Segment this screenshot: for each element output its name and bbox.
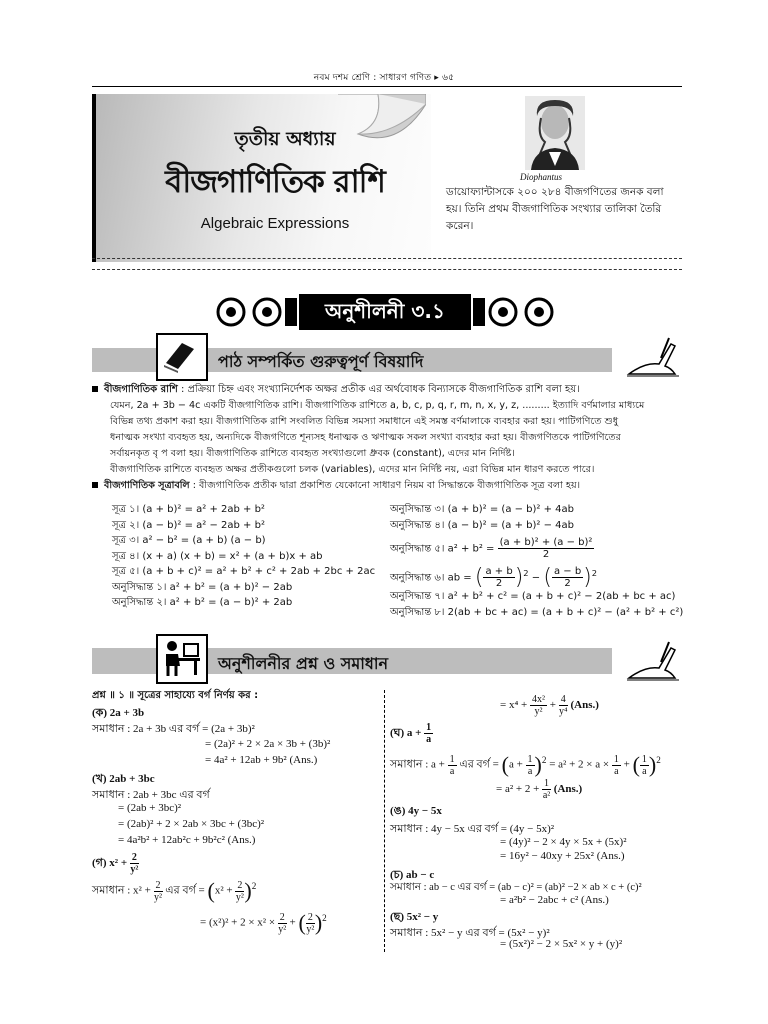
- formula-list-right: [390, 502, 683, 620]
- def-line: বীজগাণিতিক রাশিতে ব্যবহৃত অক্ষর প্রতীকগুলো চলক (variables), এদের মান নির্দিষ্ট নয়, এরা বিভিন্ন মান ধারণ করতে পারে।: [110, 464, 595, 475]
- column-divider: [384, 690, 385, 952]
- fraction-denominator: 2: [542, 549, 550, 560]
- solution-line: সমাধান : 2a + 3b এর বর্গ = (2a + 3b)²: [92, 723, 255, 735]
- fraction-denominator: 2: [495, 578, 503, 589]
- corollary-8: অনুসিদ্ধান্ত ৮। 2(ab + bc + ac) = (a + b + c)² − (a² + b² + c²): [390, 606, 684, 618]
- formula-item: সূত্র ২। (a − b)² = a² − 2ab + b²: [112, 519, 265, 531]
- solution-text: = x⁴ +: [500, 699, 528, 712]
- def-line: যেমন, 2a + 3b − 4c একটি বীজগাণিতিক রাশি। বীজগাণিতিক রাশিতে a, b, c, p, q, r, m, n, x, y, z, ......... ইত্যাদি বর্ণমালার মাধ্যমে: [110, 400, 645, 411]
- corollary-6-fraction-1: [483, 566, 514, 589]
- solution-line: সমাধান : 5x² − y এর বর্গ = (5x² − y)²: [390, 927, 550, 939]
- fraction: [235, 880, 244, 903]
- corollary-5-label: অনুসিদ্ধান্ত ৫। a² + b² =: [390, 543, 495, 555]
- formula-item: সূত্র ৪। (x + a) (x + b) = x² + (a + b)x + ab: [112, 550, 323, 562]
- fraction-numerator: (a + b)² + (a − b)²: [499, 537, 593, 548]
- fraction-denominator: y²: [154, 891, 163, 903]
- fraction-denominator: 2: [564, 578, 571, 589]
- fraction: [278, 912, 287, 935]
- solution-line: = 4a² + 12ab + 9b² (Ans.): [205, 754, 318, 766]
- fraction-numerator: a + b: [485, 566, 513, 577]
- question-1: প্রশ্ন ॥ ১ ॥ সূত্রের সাহায্যে বর্গ নির্ণয় কর :: [92, 690, 259, 701]
- formula-item: সূত্র ৩। a² − b² = (a + b) (a − b): [112, 535, 266, 546]
- part-ga-solution: সমাধান : x² + $\frac{2}{\text{y²}}$ এর বর্গ = (x² + $\frac{2}{\text{y²}}$ )$^2$: [92, 878, 257, 903]
- chapter-title: বীজগাণিতিক রাশি: [165, 164, 385, 200]
- fraction-numerator: 2: [279, 911, 285, 923]
- fraction-numerator: a − b: [553, 566, 582, 577]
- writing-hand-icon: [625, 334, 680, 378]
- term-algebraic-expression: বীজগাণিতিক রাশি: [104, 384, 178, 395]
- corollary-5-fraction: [498, 537, 595, 560]
- solution-line: সমাধান : ab − c এর বর্গ = (ab − c)² = (ab)² −2 × ab × c + (c)²: [390, 882, 642, 893]
- corollary-5: [390, 537, 683, 560]
- part-chha: (ছ) 5x² − y: [390, 911, 439, 923]
- solution-text: এর বর্গ =: [165, 884, 205, 897]
- fraction: [640, 754, 649, 777]
- part-ka: (ক) 2a + 3b: [92, 707, 145, 719]
- answer-tag: (Ans.): [570, 699, 599, 712]
- fraction-denominator: y²: [130, 864, 139, 875]
- solution-text: = a² + 2 × a ×: [549, 758, 610, 771]
- solution-line: = (5x²)² − 2 × 5x² × y + (y)²: [500, 938, 623, 950]
- solution-text: এর বর্গ: [459, 758, 490, 771]
- portrait-caption: Diophantus: [520, 172, 563, 182]
- term-algebraic-formulas: বীজগাণিতিক সূত্রাবলি: [104, 480, 190, 491]
- solution-text: = (x²)² + 2 × x² ×: [200, 916, 276, 929]
- part-uma: (ঙ) 4y − 5x: [390, 805, 442, 817]
- corollary-6: অনুসিদ্ধান্ত ৬। ab = ( $\frac{a + b}{2}$ )$^2$ − ( $\frac{a - b}{2}$ )$^2$: [390, 564, 598, 590]
- fraction-numerator: 2: [307, 911, 313, 923]
- part-ga-label: (গ) x² +: [92, 857, 128, 870]
- dashed-divider: [92, 258, 682, 270]
- def-line: সর্বায়নকৃত বৃ প বলা হয়। বীজগাণিতিক রাশিতে ব্যবহৃত সংখ্যাগুলো ধ্রুবক (constant), এদের মান নির্দিষ্ট।: [110, 448, 515, 459]
- chapter-english-title: Algebraic Expressions: [200, 215, 350, 232]
- solution-line: সমাধান : 2ab + 3bc এর বর্গ: [92, 789, 210, 801]
- fraction-numerator: 1: [449, 753, 455, 765]
- fraction-numerator: 2: [155, 879, 161, 891]
- diophantus-portrait: [525, 96, 585, 170]
- fraction-numerator: 1: [426, 722, 432, 733]
- formula-item: অনুসিদ্ধান্ত ১। a² + b² = (a + b)² − 2ab: [112, 581, 293, 593]
- fraction-numerator: 1: [613, 753, 619, 765]
- solution-line: = (2ab + 3bc)²: [118, 802, 182, 814]
- fraction: [526, 754, 535, 777]
- writing-hand-icon: [625, 638, 680, 682]
- definition-algebraic-expression: [92, 382, 682, 494]
- def-line: ধনাত্মক সংখ্যা ব্যবহৃত হয়, অন্যদিকে বীজগণিতে শূন্যসহ ধনাত্মক ও ঋণাত্মক সকল সংখ্যা ব্যবহার করা হয়। বীজগণিতকে পাটিগণিতের: [110, 432, 621, 443]
- answer-tag: (Ans.): [553, 783, 583, 796]
- fraction: [448, 754, 457, 777]
- fraction: [612, 754, 621, 777]
- solution-line: সমাধান : 4y − 5x এর বর্গ = (4y − 5x)²: [390, 823, 555, 835]
- corollary-6-label: অনুসিদ্ধান্ত ৬। ab =: [390, 572, 472, 584]
- student-at-desk-icon: [156, 634, 208, 684]
- def-formula-text: : বীজগাণিতিক প্রতীক দ্বারা প্রকাশিত যেকোনো সাধারণ নিয়ম বা সিদ্ধান্তকে বীজগাণিতিক সূত্র বলা হয়।: [192, 480, 581, 491]
- part-cha: (চ) ab − c: [390, 869, 435, 881]
- fraction: [154, 880, 163, 903]
- solution-label: সমাধান : a +: [390, 758, 445, 771]
- part-ga-fraction: [130, 852, 139, 875]
- fraction-numerator: 1: [527, 753, 533, 765]
- part-gha-result: [496, 778, 582, 801]
- formula-list-left: [112, 502, 375, 611]
- fraction-numerator: 1: [544, 778, 550, 789]
- fraction-denominator: a: [426, 734, 432, 745]
- section1-title: পাঠ সম্পর্কিত গুরুত্বপূর্ণ বিষয়াদি: [218, 352, 424, 371]
- part-ga-line2: = (x²)² + 2 × x² × $\frac{2}{\text{y²}}$ + ( $\frac{2}{\text{y²}}$ )$^2$: [200, 910, 327, 935]
- fraction-denominator: a: [642, 765, 647, 777]
- diophantus-bio: ডায়োফ্যান্টাসকে ২০০ ২৮৪ বীজগণিতের জনক বলা হয়। তিনি প্রথম বীজগাণিতিক সংখ্যার তালিকা তৈরি করেন।: [446, 186, 664, 232]
- fraction-denominator: y²: [306, 923, 315, 935]
- corollary-7: অনুসিদ্ধান্ত ৭। a² + b² + c² = (a + b + c)² − 2(ab + bc + ac): [390, 591, 676, 602]
- formula-item: অনুসিদ্ধান্ত ২। a² + b² = (a − b)² + 2ab: [112, 597, 293, 608]
- fraction: [542, 778, 551, 801]
- part-gha: [390, 722, 433, 745]
- solution-line: = (2a)² + 2 × 2a × 3b + (3b)²: [205, 738, 331, 750]
- solution-line: = a²b² − 2abc + c² (Ans.): [500, 894, 609, 906]
- part-kha: (খ) 2ab + 3bc: [92, 773, 155, 785]
- solution-line: = (2ab)² + 2 × 2ab × 3bc + (3bc)²: [118, 818, 265, 830]
- fraction-denominator: a: [527, 765, 533, 777]
- fraction-numerator: 2: [131, 852, 137, 863]
- fraction-denominator: y²: [278, 923, 287, 935]
- solution-text: = a² + 2 +: [496, 783, 540, 796]
- fraction-denominator: y⁴: [558, 706, 568, 717]
- fraction-numerator: 4x²: [532, 694, 545, 705]
- fraction: [306, 912, 315, 935]
- corollary-3: অনুসিদ্ধান্ত ৩। (a + b)² = (a − b)² + 4ab: [390, 504, 575, 515]
- part-gha-solution: সমাধান : a + $\frac{1}{a}$ এর বর্গ = (a + $\frac{1}{a}$ )$^2$ = a² + 2 × a × $\frac{1}{a}$ + ( $\frac{1}{a}$ )$^2$: [390, 752, 661, 777]
- part-ga: [92, 852, 139, 875]
- def-line: বিভিন্ন তথ্য প্রকাশ করা হয়। বীজগাণিতিক রাশি সংবলিত বিভিন্ন সমস্যা সমাধানে এই সমস্ত বর্ণমালাকে ব্যবহার করা হয়। পাটিগণিতে শুধু: [110, 416, 619, 427]
- chapter-number: তৃতীয় অধ্যায়: [234, 128, 336, 150]
- fraction-denominator: a: [614, 765, 619, 777]
- fraction: [424, 722, 433, 745]
- fraction-denominator: y²: [534, 706, 543, 717]
- header-rule: [92, 86, 682, 87]
- running-head: নবম দশম শ্রেণি : সাধারণ গণিত ▸ ৬৫: [313, 73, 455, 83]
- solution-label: সমাধান : x² +: [92, 884, 151, 897]
- fraction-denominator: a²: [542, 790, 551, 801]
- def-line: : প্রক্রিয়া চিহ্ন এবং সংখ্যানির্দেশক অক্ষর প্রতীক এর অর্থবোধক বিন্যাসকে বীজগাণিতিক রাশি বলা হয়।: [180, 384, 580, 395]
- solution-line: = (4y)² − 2 × 4y × 5x + (5x)²: [500, 836, 627, 848]
- formula-item: সূত্র ১। (a + b)² = a² + 2ab + b²: [112, 504, 265, 515]
- fraction: [559, 694, 568, 717]
- book-icon: [156, 333, 208, 381]
- part-gha-label: (ঘ) a +: [390, 727, 422, 740]
- part-ga-result: = x⁴ + $\frac{\text{4x²}}{\text{y²}}$ + $\frac{4}{\text{y⁴}}$ (Ans.): [500, 694, 599, 717]
- corollary-4: অনুসিদ্ধান্ত ৪। (a − b)² = (a + b)² − 4ab: [390, 519, 575, 531]
- solution-line: = 16y² − 40xy + 25x² (Ans.): [500, 850, 625, 862]
- formula-item: সূত্র ৫। (a + b + c)² = a² + b² + c² + 2ab + 2bc + 2ac: [112, 566, 376, 577]
- fraction-numerator: 2: [237, 879, 243, 891]
- solution-line: = 4a²b² + 12ab²c + 9b²c² (Ans.): [118, 834, 256, 846]
- fraction-denominator: y²: [235, 891, 244, 903]
- corollary-6-fraction-2: [552, 566, 583, 589]
- fraction-denominator: a: [449, 765, 455, 777]
- fraction: [530, 694, 547, 717]
- fraction-numerator: 1: [641, 753, 647, 765]
- section2-title: অনুশীলনীর প্রশ্ন ও সমাধান: [218, 654, 389, 673]
- fraction-numerator: 4: [560, 694, 566, 705]
- exercise-label: অনুশীলনী ৩.১: [325, 299, 445, 323]
